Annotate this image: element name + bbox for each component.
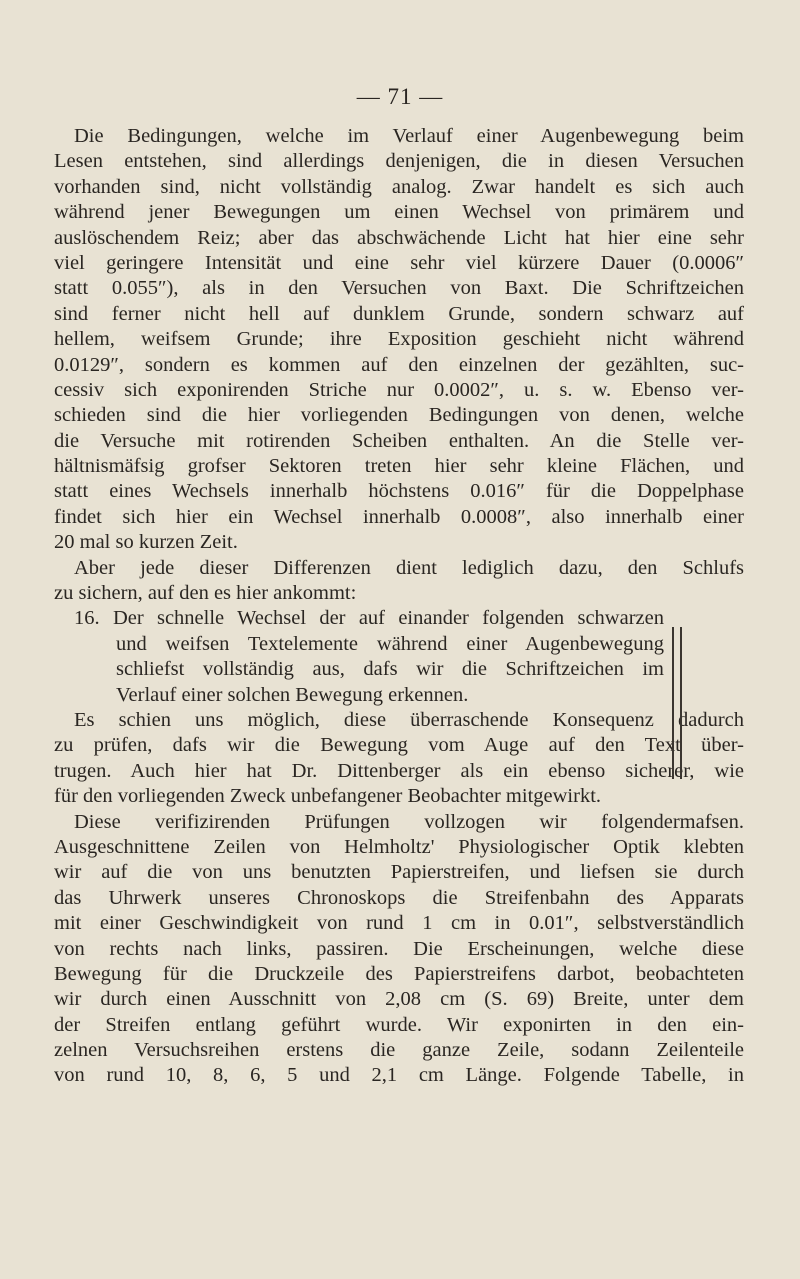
thesis-line: Verlauf einer solchen Bewegung erkennen. [116,683,469,706]
text-line: für den vorliegenden Zweck unbefangener Beobachter mitgewirkt. [54,785,602,808]
thesis-16 [74,606,664,708]
text-line: Bewegung für die Druckzeile des Papierstreifens darbot, beobachteten [54,962,744,985]
text-line: findet sich hier ein Wechsel innerhalb 0.0008″, also innerhalb einer [54,505,744,528]
text-line: die Versuche mit rotirenden Scheiben enthalten. An die Stelle ver- [54,429,744,452]
text-line: Aber jede dieser Differenzen dient lediglich dazu, den Schlufs [74,556,744,579]
text-line: wir durch einen Ausschnitt von 2,08 cm (S. 69) Breite, unter dem [54,988,744,1011]
paragraph-3 [54,708,744,810]
text-line: zelnen Versuchsreihen erstens die ganze Zeile, sodann Zeilenteile [54,1039,744,1062]
text-line: schieden sind die hier vorliegenden Bedingungen von denen, welche [54,404,744,427]
text-line: auslöschendem Reiz; aber das abschwächende Licht hat hier eine sehr [54,226,744,249]
paragraph-1 [54,124,744,556]
thesis-line: schliefst vollständig aus, dafs wir die Schriftzeichen im [116,658,664,681]
text-line: viel geringere Intensität und eine sehr viel kürzere Dauer (0.0006″ [54,251,744,274]
text-line: mit einer Geschwindigkeit von rund 1 cm in 0.01″, selbstverständlich [54,912,744,935]
page-body [54,124,744,1089]
text-line: von rund 10, 8, 6, 5 und 2,1 cm Länge. Folgende Tabelle, in [54,1064,744,1087]
text-line: 20 mal so kurzen Zeit. [54,531,238,554]
text-line: wir auf die von uns benutzten Papierstreifen, und liefsen sie durch [54,861,744,884]
text-line: vorhanden sind, nicht vollständig analog. Zwar handelt es sich auch [54,175,744,198]
text-line: statt eines Wechsels innerhalb höchstens 0.016″ für die Doppelphase [54,480,744,503]
paragraph-4 [54,810,744,1089]
text-line: Ausgeschnittene Zeilen von Helmholtz' Physiologischer Optik klebten [54,835,744,858]
text-line: zu prüfen, dafs wir die Bewegung vom Auge auf den Text über- [54,734,744,757]
text-line: Die Bedingungen, welche im Verlauf einer Augenbewegung beim [74,125,744,147]
text-line: von rechts nach links, passiren. Die Erscheinungen, welche diese [54,937,744,960]
thesis-line: und weifsen Textelemente während einer Augenbewegung [116,632,664,655]
text-line: 0.0129″, sondern es kommen auf den einzelnen der gezählten, suc- [54,353,744,376]
text-line: Es schien uns möglich, diese überraschende Konsequenz dadurch [74,708,744,731]
text-line: das Uhrwerk unseres Chronoskops die Streifenbahn des Apparats [54,886,744,909]
thesis-line: 16. Der schnelle Wechsel der auf einander folgenden schwarzen [74,607,664,630]
text-line: trugen. Auch hier hat Dr. Dittenberger als ein ebenso sicherer, wie [54,759,744,782]
text-line: Lesen entstehen, sind allerdings denjenigen, die in diesen Versuchen [54,150,744,173]
text-line: sind ferner nicht hell auf dunklem Grunde, sondern schwarz auf [54,302,744,325]
text-line: während jener Bewegungen um einen Wechsel von primärem und [54,201,744,224]
text-line: zu sichern, auf den es hier ankommt: [54,582,357,605]
text-line: statt 0.055″), als in den Versuchen von Baxt. Die Schriftzeichen [54,277,744,300]
thesis-margin-bracket [672,627,682,779]
text-line: der Streifen entlang geführt wurde. Wir exponirten in den ein- [54,1013,744,1036]
text-line: Diese verifizirenden Prüfungen vollzogen wir folgendermafsen. [74,810,744,833]
paragraph-2 [54,556,744,607]
text-line: hellem, weifsem Grunde; ihre Exposition geschieht nicht während [54,328,744,351]
text-line: cessiv sich exponirenden Striche nur 0.0002″, u. s. w. Ebenso ver- [54,378,744,401]
page-number: — 71 — [356,84,444,109]
text-line: hältnismäfsig grofser Sektoren treten hier sehr kleine Flächen, und [54,455,744,478]
